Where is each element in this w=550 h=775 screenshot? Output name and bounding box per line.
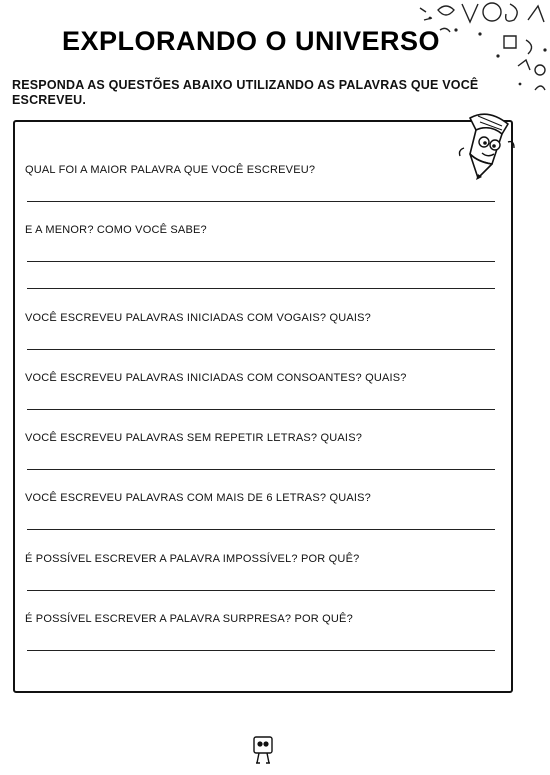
page-title: EXPLORANDO O UNIVERSO [62, 26, 441, 56]
answer-line[interactable] [27, 349, 495, 350]
question-5: VOCÊ ESCREVEU PALAVRAS SEM REPETIR LETRAS? QUAIS? [25, 432, 363, 444]
instruction-text: RESPONDA AS QUESTÕES ABAIXO UTILIZANDO AS PALAVRAS QUE VOCÊ ESCREVEU. [12, 78, 479, 107]
answer-line[interactable] [27, 288, 495, 289]
question-8: É POSSÍVEL ESCREVER A PALAVRA SURPRESA? POR QUÊ? [25, 613, 353, 625]
answer-line[interactable] [27, 409, 495, 410]
question-4: VOCÊ ESCREVEU PALAVRAS INICIADAS COM CONSOANTES? QUAIS? [25, 372, 407, 384]
question-3: VOCÊ ESCREVEU PALAVRAS INICIADAS COM VOGAIS? QUAIS? [25, 312, 371, 324]
answer-line[interactable] [27, 469, 495, 470]
answer-line[interactable] [27, 201, 495, 202]
letters-doodle-icon [400, 0, 550, 115]
question-2: E A MENOR? COMO VOCÊ SABE? [25, 224, 207, 236]
pencil-character-icon [448, 104, 518, 184]
question-1: QUAL FOI A MAIOR PALAVRA QUE VOCÊ ESCREVEU? [25, 164, 316, 176]
answer-line[interactable] [27, 529, 495, 530]
worksheet-box [13, 120, 513, 693]
question-6: VOCÊ ESCREVEU PALAVRAS COM MAIS DE 6 LETRAS? QUAIS? [25, 492, 372, 504]
answer-line[interactable] [27, 650, 495, 651]
answer-line[interactable] [27, 590, 495, 591]
answer-line[interactable] [27, 261, 495, 262]
page-mascot-icon [251, 735, 275, 767]
question-7: É POSSÍVEL ESCREVER A PALAVRA IMPOSSÍVEL? POR QUÊ? [25, 553, 360, 565]
